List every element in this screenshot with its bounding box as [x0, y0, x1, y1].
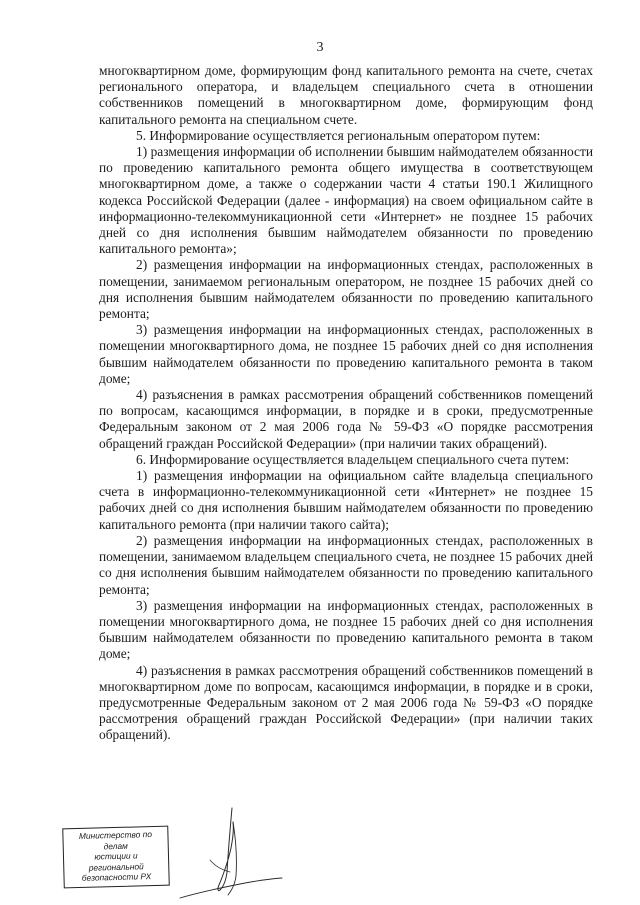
paragraph-continuation: многоквартирном доме, формирующим фонд капитального ремонта на счете, счетах регионального оператора, и владельцем специального счета в отношении собственников помещений в многоквартирном доме, формирующим фонд капитального ремонта на специальном счете. [99, 63, 593, 127]
paragraph-item-6-heading: 6. Информирование осуществляется владельцем специального счета путем: [136, 451, 570, 467]
document-body [99, 63, 593, 744]
stamp-line: Министерство по делам [78, 829, 153, 851]
paragraph-item-6-3: 3) размещения информации на информационных стендах, расположенных в помещении многоквартирного дома, не позднее 15 рабочих дней со дня исполнения бывшим наймодателем обязанности по проведению капитального ремонта в таком доме; [99, 597, 593, 662]
page-number: 3 [316, 40, 324, 55]
paragraph-item-5-3: 3) размещения информации на информационных стендах, расположенных в помещении многоквартирного дома, не позднее 15 рабочих дней со дня исполнения бывшим наймодателем обязанности по проведению капитального ремонта в таком доме; [99, 322, 593, 386]
stamp-line: юстиции и региональной [88, 850, 144, 873]
stamp-line: безопасности РХ [81, 871, 152, 883]
paragraph-item-5-1: 1) размещения информации об исполнении бывшим наймодателем обязанности по проведению капитального ремонта общего имущества в соответствующем многоквартирном доме, а также о содержании части 4 статьи 190.1 Жилищного кодекса Российской Федерации (далее - информация) на своем официальном сайте в информационно-телекоммуникационной сети «Интернет» не позднее 15 рабочих дней со дня исполнения бывшим наймодателем обязанности по проведению капитального ремонта»; [99, 144, 593, 257]
paragraph-item-6-4: 4) разъяснения в рамках рассмотрения обращений собственников помещений в многоквартирном доме по вопросам, касающимся информации, в порядке и в сроки, предусмотренные Федеральным законом от 2 мая 2006 года № 59-ФЗ «О порядке рассмотрения обращений граждан Российской Федерации» (при наличии таких обращений). [99, 662, 593, 743]
paragraph-item-6-1: 1) размещения информации на официальном сайте владельца специального счета в информационно-телекоммуникационной сети «Интернет» не позднее 15 рабочих дней со дня исполнения бывшим наймодателем обязанности по проведению капитального ремонта (при наличии такого сайта); [99, 468, 593, 532]
paragraph-item-5-heading: 5. Информирование осуществляется региональным оператором путем: [136, 127, 541, 143]
ministry-stamp [62, 826, 170, 888]
paragraph-item-5-2: 2) размещения информации на информационных стендах, расположенных в помещении, занимаемом региональным оператором, не позднее 15 рабочих дней со дня исполнения бывшим наймодателем обязанности по проведению капитального ремонта; [99, 257, 593, 322]
paragraph-item-5-4: 4) разъяснения в рамках рассмотрения обращений собственников помещений по вопросам, касающимся информации, в порядке и в сроки, предусмотренные Федеральным законом от 2 мая 2006 года № 59-ФЗ «О порядке рассмотрения обращений граждан Российской Федерации» (при наличии таких обращений). [99, 387, 593, 451]
handwritten-signature [170, 800, 290, 900]
paragraph-item-6-2: 2) размещения информации на информационных стендах, расположенных в помещении, занимаемом владельцем специального счета, не позднее 15 рабочих дней со дня исполнения бывшим наймодателем обязанности по проведению капитального ремонта; [99, 532, 593, 597]
